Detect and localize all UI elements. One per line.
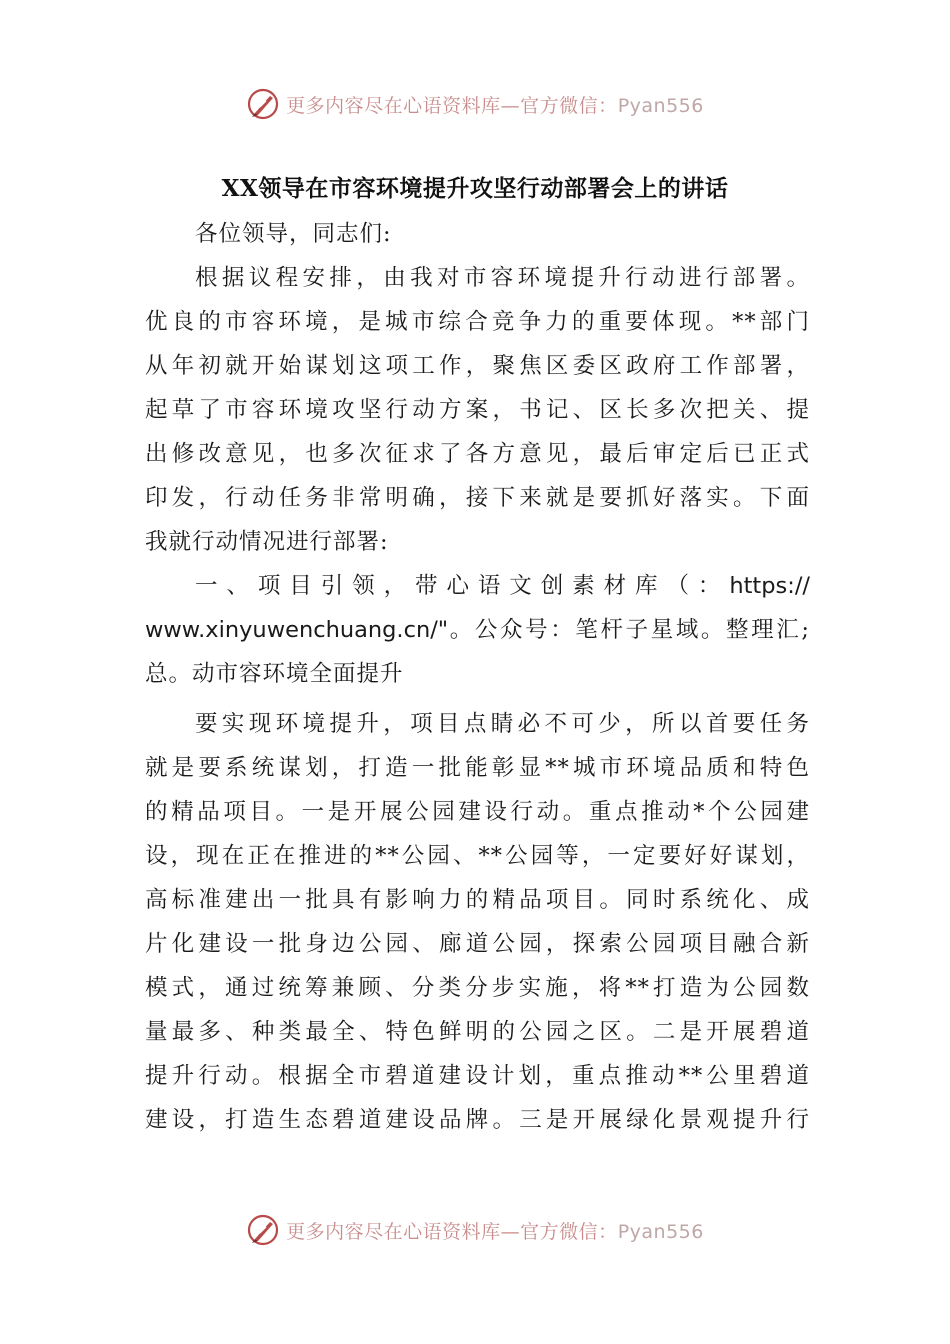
banner-dash: — xyxy=(500,94,521,117)
paragraph-line: 片化建设一批身边公园、廊道公园，探索公园项目融合新 xyxy=(145,931,810,957)
banner-slogan: 更多内容尽在心语资料库 xyxy=(286,1220,501,1243)
section-heading-text: 一、项目引领，带心语文创素材库（： xyxy=(195,573,730,599)
paragraph-line: 根据议程安排，由我对市容环境提升行动进行部署。 xyxy=(195,265,810,291)
paragraph-line: 量最多、种类最全、特色鲜明的公园之区。二是开展碧道 xyxy=(145,1019,810,1045)
paragraph-line: 建设，打造生态碧道建设品牌。三是开展绿化景观提升行 xyxy=(145,1107,810,1133)
footer-banner xyxy=(0,1210,950,1250)
banner-slogan: 更多内容尽在心语资料库 xyxy=(286,94,501,117)
salutation: 各位领导，同志们: xyxy=(195,221,392,247)
paragraph-line: 提升行动。根据全市碧道建设计划，重点推动**公里碧道 xyxy=(145,1063,810,1089)
section-heading-line xyxy=(145,564,810,608)
paragraph-line: 就是要系统谋划，打造一批能彰显**城市环境品质和特色 xyxy=(145,755,810,781)
pen-quill-icon xyxy=(246,87,280,121)
paragraph-line: 起草了市容环境攻坚行动方案，书记、区长多次把关、提 xyxy=(145,397,810,423)
paragraph-line: 从年初就开始谋划这项工作，聚焦区委区政府工作部署， xyxy=(145,353,810,379)
paragraph-line: 高标准建出一批具有影响力的精品项目。同时系统化、成 xyxy=(145,887,810,913)
paragraph-line: 我就行动情况进行部署: xyxy=(145,529,389,555)
section-heading-text: 。公众号：笔杆子星域。整理汇; xyxy=(448,617,810,643)
banner-text xyxy=(286,91,704,118)
paragraph-line: 要实现环境提升，项目点睛必不可少，所以首要任务 xyxy=(195,711,810,737)
paragraph-line: 的精品项目。一是开展公园建设行动。重点推动*个公园建 xyxy=(145,799,810,825)
paragraph-line: 优良的市容环境，是城市综合竞争力的重要体现。**部门 xyxy=(145,309,810,335)
section-heading-line xyxy=(145,608,810,652)
section-heading-url-part: https:// xyxy=(729,573,810,599)
pen-quill-icon xyxy=(246,1213,280,1247)
document-title: XX领导在市容环境提升攻坚行动部署会上的讲话 xyxy=(221,175,729,202)
banner-dash: — xyxy=(500,1220,521,1243)
banner-wechat-id: Pyan556 xyxy=(617,1220,704,1243)
banner-wechat-label: 官方微信： xyxy=(520,1220,618,1243)
banner-wechat-label: 官方微信： xyxy=(520,94,618,117)
paragraph-line: 模式，通过统筹兼顾、分类分步实施，将**打造为公园数 xyxy=(145,975,810,1001)
banner-text xyxy=(286,1217,704,1244)
paragraph-line: 设，现在正在推进的**公园、**公园等，一定要好好谋划， xyxy=(145,843,810,869)
document-body xyxy=(145,210,810,1142)
paragraph-line: 印发，行动任务非常明确，接下来就是要抓好落实。下面 xyxy=(145,485,810,511)
paragraph-line: 出修改意见，也多次征求了各方意见，最后审定后已正式 xyxy=(145,441,810,467)
section-heading-line: 总。动市容环境全面提升 xyxy=(145,661,404,687)
section-heading-url: www.xinyuwenchuang.cn/" xyxy=(145,617,449,643)
banner-wechat-id: Pyan556 xyxy=(617,94,704,117)
header-banner xyxy=(0,84,950,124)
